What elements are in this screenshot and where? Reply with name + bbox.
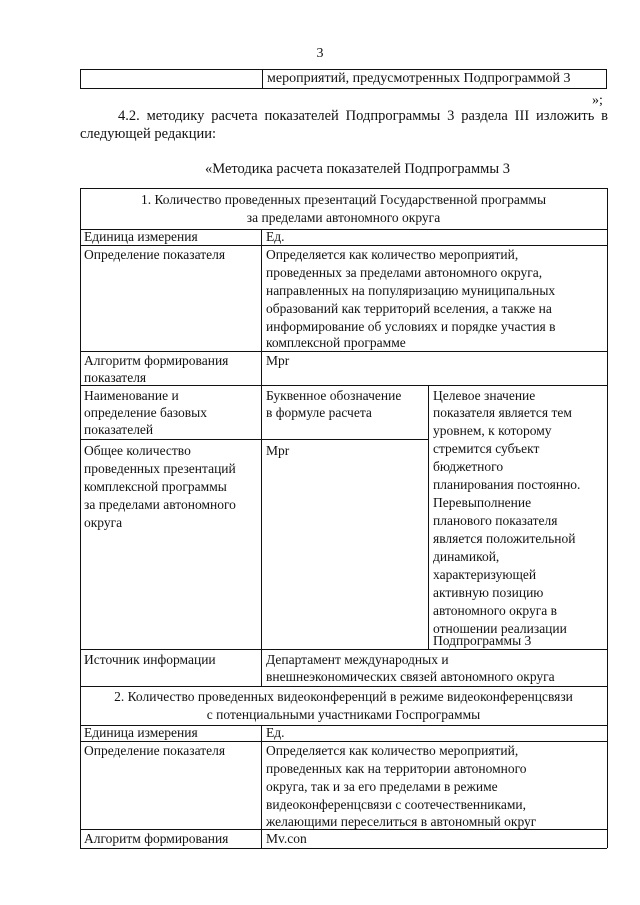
table-rule — [261, 725, 262, 848]
indicator1-base-name: проведенных презентаций — [84, 461, 236, 476]
indicator1-algorithm-value: Mpr — [266, 353, 290, 368]
indicator1-definition-line: проведенных за пределами автономного округа, — [266, 265, 543, 280]
indicator1-target-note: Целевое значение — [433, 388, 536, 403]
indicator1-target-note: Подпрограммы 3 — [433, 633, 532, 648]
indicator2-header-line-1: 2. Количество проведенных видеоконференций в режиме видеоконференцсвязи — [114, 689, 573, 704]
continuation-text: мероприятий, предусмотренных Подпрограммой 3 — [267, 71, 571, 86]
indicator1-algorithm-label: показателя — [84, 370, 147, 385]
indicator1-target-note: отношении реализации — [433, 621, 567, 636]
indicator1-target-note: динамикой, — [433, 549, 500, 564]
method-title-text: «Методика расчета показателей Подпрограммы 3 — [205, 161, 510, 177]
indicator2-definition-line: Определяется как количество мероприятий, — [266, 743, 519, 758]
indicator1-algorithm-label: Алгоритм формирования — [84, 353, 229, 368]
indicator1-definition-line: Определяется как количество мероприятий, — [266, 247, 519, 262]
indicator2-definition-line: округа, так и за его пределами в режиме — [266, 779, 498, 794]
indicator1-source-value: внешнеэкономических связей автономного округа — [266, 669, 555, 684]
table-rule — [80, 848, 607, 849]
indicator2-definition-line: проведенных как на территории автономного — [266, 761, 527, 776]
indicator1-target-note: характеризующей — [433, 567, 537, 582]
indicator2-algorithm-value: Mv.con — [266, 831, 307, 846]
indicator1-base-name: за пределами автономного — [84, 497, 236, 512]
indicator1-unit-label: Единица измерения — [84, 229, 198, 244]
indicator2-unit-label: Единица измерения — [84, 725, 198, 740]
continuation-table-row — [80, 69, 607, 89]
indicator1-base-letter: Mpr — [266, 443, 290, 458]
indicator1-target-note: Перевыполнение — [433, 495, 532, 510]
indicator1-definition-label: Определение показателя — [84, 247, 226, 262]
table-rule — [80, 188, 607, 189]
table-rule — [261, 229, 262, 686]
indicator1-definition-line: образований как территорий вселения, а также на — [266, 301, 552, 316]
indicator1-header-line-2: за пределами автономного округа — [246, 210, 441, 225]
indicator1-definition-line: информирование об условиях и порядке участия в — [266, 319, 556, 334]
indicator1-header-line-1: 1. Количество проведенных презентаций Государственной программы — [140, 192, 547, 207]
table-rule — [428, 385, 429, 649]
indicator2-definition-label: Определение показателя — [84, 743, 226, 758]
indicator1-target-note: является положительной — [433, 531, 576, 546]
indicator1-base-name: комплексной программы — [84, 479, 227, 494]
indicator-table — [80, 188, 607, 848]
indicator1-base-label: определение базовых — [84, 405, 208, 420]
amendment-paragraph — [80, 107, 608, 143]
table-rule — [80, 439, 428, 440]
indicator1-definition-line: направленных на популяризацию муниципальных — [266, 283, 556, 298]
indicator2-header-line-2: с потенциальными участниками Госпрограммы — [206, 707, 481, 722]
indicator1-definition-line: комплексной программе — [266, 335, 406, 350]
table-rule — [80, 188, 81, 848]
indicator1-letter-label: Буквенное обозначение — [266, 388, 402, 403]
indicator1-base-name: округа — [84, 515, 123, 530]
indicator1-target-note: планирования постоянно. — [433, 477, 581, 492]
indicator1-base-label: Наименование и — [84, 388, 179, 403]
indicator1-target-note: активную позицию — [433, 585, 544, 600]
indicator2-algorithm-label: Алгоритм формирования — [84, 831, 229, 846]
indicator2-unit-value: Ед. — [266, 725, 285, 740]
page-number: 3 — [316, 46, 324, 61]
indicator1-base-label: показателей — [84, 422, 154, 437]
paragraph-line-1: 4.2. методику расчета показателей Подпрограммы 3 раздела III изложить в — [118, 108, 608, 124]
indicator1-letter-label: в формуле расчета — [266, 405, 372, 420]
table-rule — [80, 686, 607, 687]
table-rule — [607, 188, 608, 848]
indicator1-target-note: автономного округа в — [433, 603, 557, 618]
indicator1-unit-value: Ед. — [266, 229, 285, 244]
continuation-empty-cell — [81, 70, 263, 88]
indicator2-definition-line: видеоконференцсвязи с соотечественниками, — [266, 797, 527, 812]
indicator1-source-label: Источник информации — [84, 652, 216, 667]
paragraph-line-2: следующей редакции: — [80, 126, 217, 142]
indicator1-target-note: уровнем, к которому — [433, 423, 552, 438]
indicator1-base-name: Общее количество — [84, 443, 191, 458]
closing-quote: »; — [592, 93, 603, 108]
indicator1-target-note: показателя является тем — [433, 405, 572, 420]
indicator1-target-note: планового показателя — [433, 513, 558, 528]
indicator2-definition-line: желающими переселиться в автономный округ — [266, 814, 537, 829]
table-rule — [80, 385, 607, 386]
indicator1-target-note: стремится субъект — [433, 441, 540, 456]
indicator1-source-value: Департамент международных и — [266, 652, 449, 667]
indicator1-target-note: бюджетного — [433, 459, 504, 474]
